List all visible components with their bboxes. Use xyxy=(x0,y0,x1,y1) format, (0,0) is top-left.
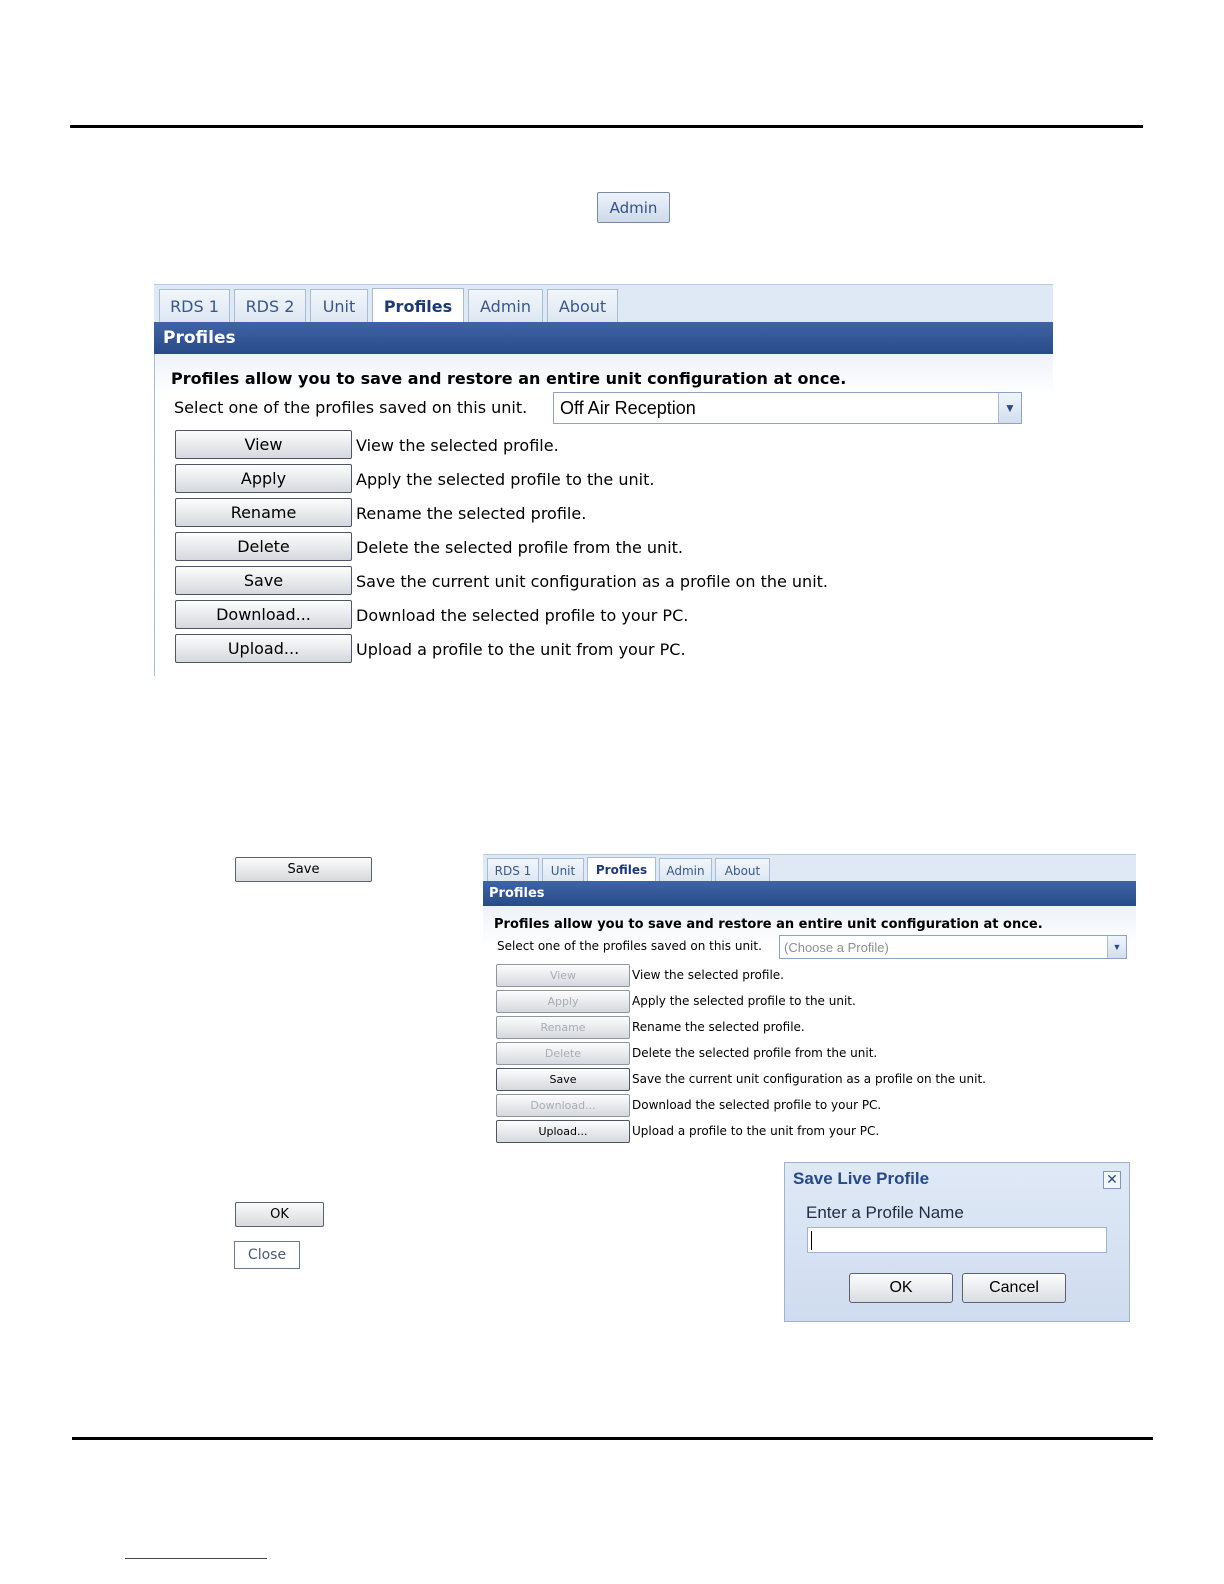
tab-bar xyxy=(154,284,1053,323)
save-desc: Save the current unit configuration as a profile on the unit. xyxy=(356,572,828,591)
rename-button-small[interactable]: Rename xyxy=(496,1016,630,1039)
ok-button-sample[interactable]: OK xyxy=(235,1202,324,1227)
profiles-panel-small xyxy=(483,854,1136,1144)
apply-desc: Apply the selected profile to the unit. xyxy=(356,470,655,489)
panel-body-small xyxy=(483,906,1136,1144)
tab-admin-small[interactable]: Admin xyxy=(659,858,712,882)
panel-title: Profiles xyxy=(154,322,1053,354)
tab-unit-small[interactable]: Unit xyxy=(542,858,584,882)
apply-desc-small: Apply the selected profile to the unit. xyxy=(632,994,856,1008)
tab-profiles[interactable]: Profiles xyxy=(372,288,464,324)
upload-desc-small: Upload a profile to the unit from your PC. xyxy=(632,1124,880,1138)
tab-unit[interactable]: Unit xyxy=(310,289,368,323)
download-button[interactable]: Download... xyxy=(175,600,352,629)
tab-admin[interactable]: Admin xyxy=(468,289,543,323)
delete-desc-small: Delete the selected profile from the unit. xyxy=(632,1046,878,1060)
tab-bar-small xyxy=(483,854,1136,882)
apply-button[interactable]: Apply xyxy=(175,464,352,493)
footer-short-rule xyxy=(125,1558,267,1559)
rename-desc: Rename the selected profile. xyxy=(356,504,587,523)
save-button[interactable]: Save xyxy=(175,566,352,595)
select-label: Select one of the profiles saved on this unit. xyxy=(174,398,528,417)
tab-rds1-small[interactable]: RDS 1 xyxy=(487,858,539,882)
admin-button[interactable]: Admin xyxy=(597,192,670,223)
download-desc: Download the selected profile to your PC. xyxy=(356,606,689,625)
delete-desc: Delete the selected profile from the unit. xyxy=(356,538,683,557)
panel-body xyxy=(154,354,1053,676)
download-button-small[interactable]: Download... xyxy=(496,1094,630,1117)
text-caret xyxy=(811,1231,812,1250)
upload-button-small[interactable]: Upload... xyxy=(496,1120,630,1143)
dialog-cancel-button[interactable]: Cancel xyxy=(962,1273,1066,1303)
view-desc-small: View the selected profile. xyxy=(632,968,784,982)
upload-desc: Upload a profile to the unit from your PC. xyxy=(356,640,686,659)
chevron-down-icon[interactable]: ▼ xyxy=(998,393,1021,423)
save-desc-small: Save the current unit configuration as a profile on the unit. xyxy=(632,1072,986,1086)
apply-button-small[interactable]: Apply xyxy=(496,990,630,1013)
save-profile-dialog xyxy=(784,1162,1130,1322)
download-desc-small: Download the selected profile to your PC. xyxy=(632,1098,882,1112)
intro-text-small: Profiles allow you to save and restore an entire unit configuration at once. xyxy=(494,917,1043,932)
bottom-rule xyxy=(72,1437,1153,1440)
dialog-title: Save Live Profile xyxy=(793,1169,930,1188)
tab-rds1[interactable]: RDS 1 xyxy=(159,289,230,323)
profile-select[interactable] xyxy=(553,392,1022,424)
profile-name-label: Enter a Profile Name xyxy=(806,1203,964,1222)
profile-select-value: Off Air Reception xyxy=(560,397,696,418)
chevron-down-icon[interactable]: ▼ xyxy=(1107,936,1126,958)
close-icon[interactable]: ✕ xyxy=(1103,1171,1121,1189)
delete-button[interactable]: Delete xyxy=(175,532,352,561)
select-label-small: Select one of the profiles saved on this unit. xyxy=(497,939,762,953)
profile-select-placeholder: (Choose a Profile) xyxy=(784,939,889,955)
tab-profiles-small[interactable]: Profiles xyxy=(587,857,656,882)
view-button-small[interactable]: View xyxy=(496,964,630,987)
top-rule xyxy=(70,125,1143,128)
intro-text: Profiles allow you to save and restore an entire unit configuration at once. xyxy=(171,369,847,388)
tab-rds2[interactable]: RDS 2 xyxy=(234,289,306,323)
rename-desc-small: Rename the selected profile. xyxy=(632,1020,805,1034)
save-button-small[interactable]: Save xyxy=(496,1068,630,1091)
close-button-sample[interactable]: Close xyxy=(234,1241,300,1269)
save-button-sample[interactable]: Save xyxy=(235,857,372,882)
panel-title-small: Profiles xyxy=(483,881,1136,906)
delete-button-small[interactable]: Delete xyxy=(496,1042,630,1065)
dialog-ok-button[interactable]: OK xyxy=(849,1273,953,1303)
view-button[interactable]: View xyxy=(175,430,352,459)
profile-name-input[interactable] xyxy=(807,1227,1107,1253)
view-desc: View the selected profile. xyxy=(356,436,559,455)
tab-about[interactable]: About xyxy=(547,289,618,323)
rename-button[interactable]: Rename xyxy=(175,498,352,527)
tab-about-small[interactable]: About xyxy=(715,858,770,882)
profile-select-small[interactable] xyxy=(779,935,1127,959)
upload-button[interactable]: Upload... xyxy=(175,634,352,663)
profiles-panel-large xyxy=(154,284,1053,676)
